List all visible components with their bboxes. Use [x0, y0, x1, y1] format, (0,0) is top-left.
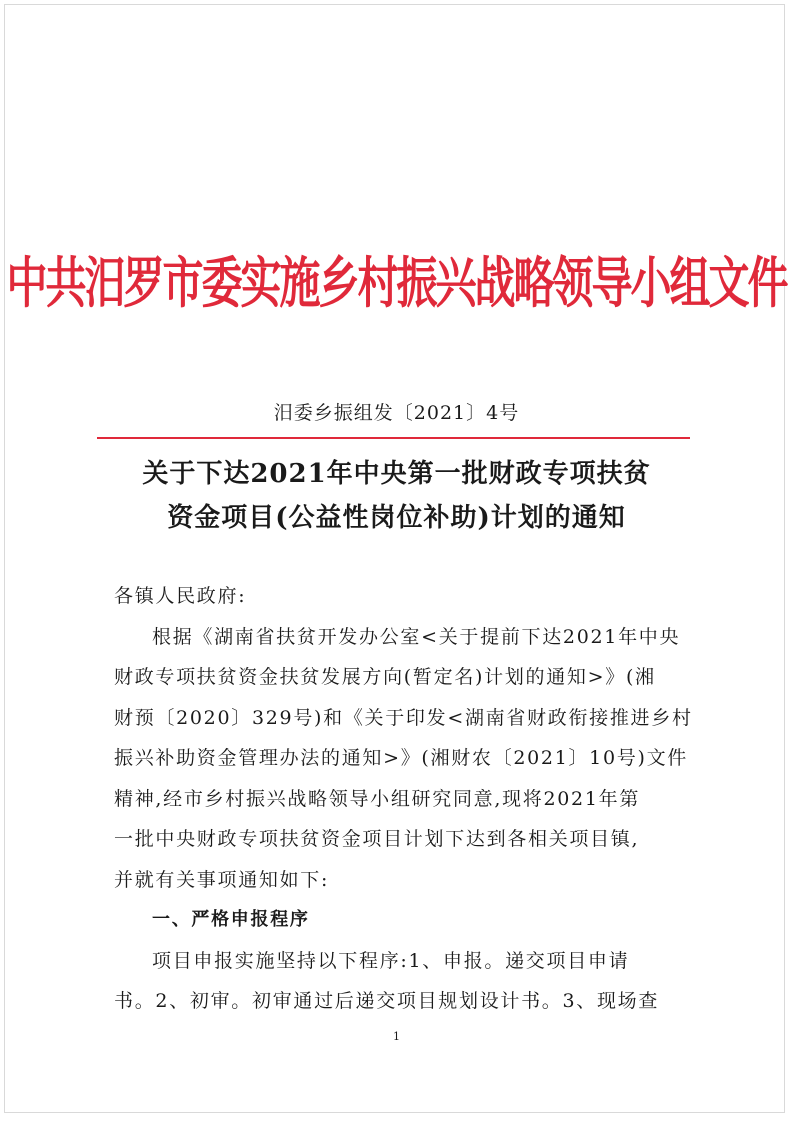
paragraph-2-line: 书。2、初审。初审通过后递交项目规划设计书。3、现场查 — [114, 990, 660, 1012]
paragraph-1-line: 财政专项扶贫资金扶贫发展方向(暂定名)计划的通知>》(湘 — [114, 666, 656, 688]
red-divider-line — [97, 437, 690, 439]
paragraph-1-line: 振兴补助资金管理办法的通知>》(湘财农〔2021〕10号)文件 — [114, 747, 688, 769]
issuing-org-header: 中共汨罗市委实施乡村振兴战略领导小组文件 — [6, 250, 787, 316]
title-line-2: 资金项目(公益性岗位补助)计划的通知 — [167, 503, 626, 533]
salutation: 各镇人民政府: — [114, 585, 247, 607]
page-number: 1 — [393, 1030, 400, 1043]
paragraph-1-line: 精神,经市乡村振兴战略领导小组研究同意,现将2021年第 — [114, 787, 641, 810]
paragraph-1-line: 一批中央财政专项扶贫资金项目计划下达到各相关项目镇, — [114, 828, 640, 850]
document-number: 汨委乡振组发〔2021〕4号 — [273, 402, 520, 424]
title-line-1: 关于下达2021年中央第一批财政专项扶贫 — [142, 459, 651, 489]
paragraph-1-line: 并就有关事项通知如下: — [114, 868, 330, 891]
paragraph-1-line: 财预〔2020〕329号)和《关于印发<湖南省财政衔接推进乡村 — [114, 706, 693, 729]
notice-body — [114, 576, 693, 1022]
paragraph-1-line: 根据《湖南省扶贫开发办公室<关于提前下达2021年中央 — [152, 625, 681, 648]
paragraph-2-line: 项目申报实施坚持以下程序:1、申报。递交项目申请 — [152, 949, 630, 972]
notice-title — [0, 452, 793, 540]
section-1-heading: 一、严格申报程序 — [152, 909, 310, 930]
